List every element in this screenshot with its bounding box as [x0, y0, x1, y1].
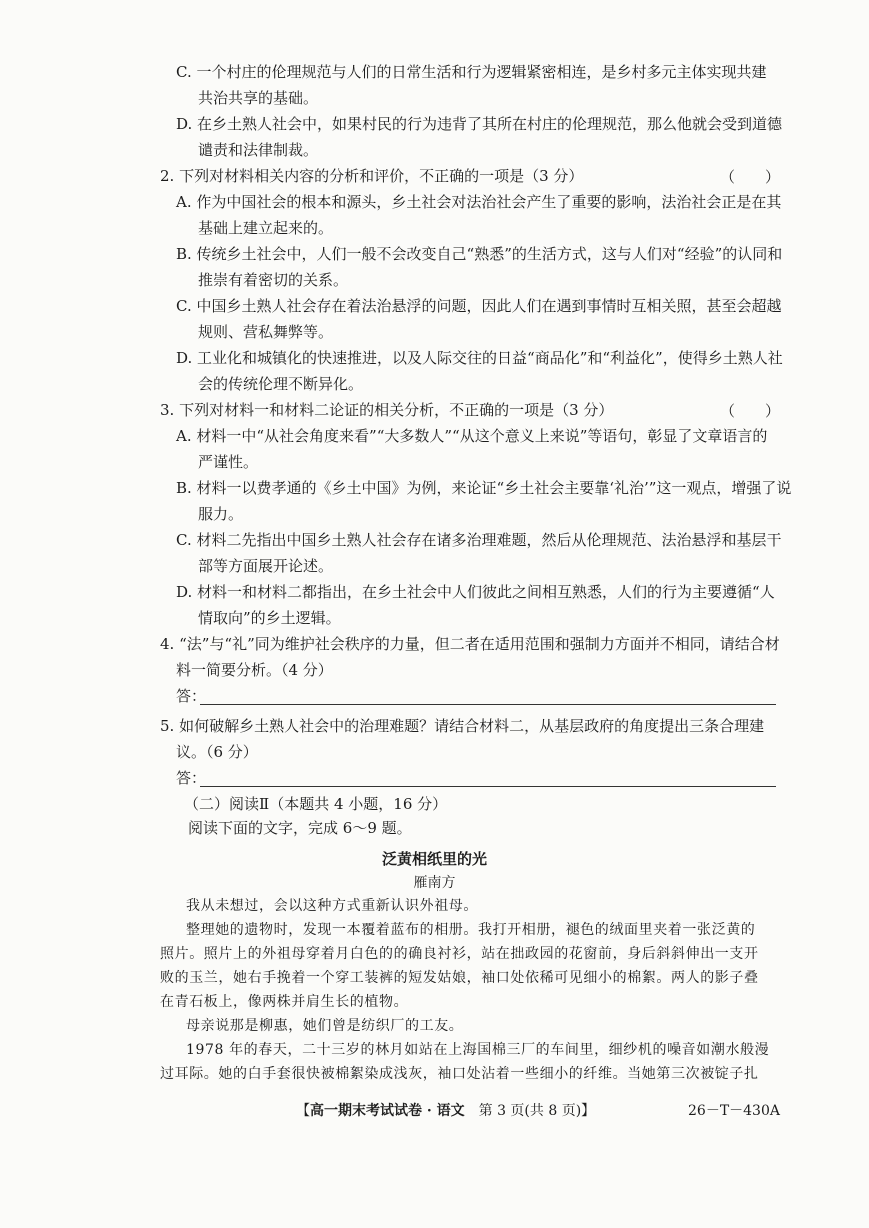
q2-answer-parens[interactable]: （ ） [720, 168, 781, 186]
q5-answer-line[interactable] [200, 786, 776, 787]
q3-option-b-line1: B. 材料一以费孝通的《乡土中国》为例，来论证“乡土社会主要靠‘礼治’”这一观点，增强了说 [176, 479, 792, 497]
q2-option-d-line2: 会的传统伦理不断异化。 [198, 375, 364, 393]
article-paragraph-2-line2: 照片。照片上的外祖母穿着月白色的的确良衬衫，站在拙政园的花窗前，身后斜斜伸出一支开 [160, 946, 759, 962]
q4-answer-line[interactable] [200, 704, 776, 705]
question-2: 2. 下列对材料相关内容的分析和评价，不正确的一项是（3 分） [160, 167, 584, 185]
q1-option-d-line2: 谴责和法律制裁。 [198, 141, 319, 159]
q3-answer-parens[interactable]: （ ） [720, 402, 781, 420]
article-author: 雁南方 [413, 875, 456, 891]
page-footer [296, 1100, 595, 1120]
q2-option-b-line2: 推崇有着密切的关系。 [198, 271, 349, 289]
question-5-line2: 议。（6 分） [176, 743, 258, 761]
reading-instruction: 阅读下面的文字，完成 6～9 题。 [188, 819, 412, 837]
q1-option-c-line2: 共治共享的基础。 [198, 89, 319, 107]
footer-bracket-left: 【 [296, 1103, 310, 1119]
question-5-line1: 5. 如何破解乡土熟人社会中的治理难题？请结合材料二，从基层政府的角度提出三条合理建 [160, 717, 765, 735]
article-paragraph-1: 我从未想过，会以这种方式重新认识外祖母。 [186, 898, 478, 914]
q3-option-d-line2: 情取向”的乡土逻辑。 [198, 609, 341, 627]
q1-option-c-line1: C. 一个村庄的伦理规范与人们的日常生活和行为逻辑紧密相连，是乡村多元主体实现共建 [176, 63, 767, 81]
footer-course: 高一期末考试试卷 [310, 1103, 422, 1119]
q5-answer-label: 答： [176, 769, 207, 787]
q3-option-c-line2: 部等方面展开论述。 [198, 557, 334, 575]
article-paragraph-2-line1: 整理她的遗物时，发现一本覆着蓝布的相册。我打开相册，褪色的绒面里夹着一张泛黄的 [186, 922, 756, 938]
q3-option-a-line2: 严谨性。 [198, 453, 259, 471]
section-heading: （二）阅读Ⅱ（本题共 4 小题，16 分） [184, 795, 448, 813]
q3-option-b-line2: 服力。 [198, 505, 244, 523]
footer-dot: · [422, 1103, 437, 1119]
q3-option-a-line1: A. 材料一中“从社会角度来看”“大多数人”“从这个意义上来说”等语句，彰显了文章语言的 [176, 427, 768, 445]
question-3: 3. 下列对材料一和材料二论证的相关分析，不正确的一项是（3 分） [160, 401, 614, 419]
q3-option-d-line1: D. 材料一和材料二都指出，在乡土社会中人们彼此之间相互熟悉，人们的行为主要遵循“人 [176, 583, 775, 601]
footer-exam-code: 26－T－430A [688, 1103, 780, 1119]
question-4-line2: 料一简要分析。（4 分） [176, 661, 333, 679]
q2-option-d-line1: D. 工业化和城镇化的快速推进，以及人际交往的日益“商品化”和“利益化”，使得乡土熟人社 [176, 349, 783, 367]
q2-option-c-line2: 规则、营私舞弊等。 [198, 323, 334, 341]
q4-answer-label: 答： [176, 687, 207, 705]
q2-option-c-line1: C. 中国乡土熟人社会存在着法治悬浮的问题，因此人们在遇到事情时互相关照，甚至会超越 [176, 297, 782, 315]
q2-option-b-line1: B. 传统乡土社会中，人们一般不会改变自己“熟悉”的生活方式，这与人们对“经验”的认同和 [176, 245, 783, 263]
article-title: 泛黄相纸里的光 [381, 850, 487, 868]
article-paragraph-4-line2: 过耳际。她的白手套很快被棉絮染成浅灰，袖口处沾着一些细小的纤维。当她第三次被锭子扎 [160, 1066, 759, 1082]
article-paragraph-4-line1: 1978 年的春天，二十三岁的林月如站在上海国棉三厂的车间里，细纱机的噪音如潮水般漫 [186, 1042, 770, 1058]
footer-subject: 语文 [436, 1103, 465, 1119]
footer-bracket-right: 】 [581, 1103, 596, 1119]
question-4-line1: 4. “法”与“礼”同为维护社会秩序的力量，但二者在适用范围和强制力方面并不相同，请结合材 [160, 635, 780, 653]
q2-option-a-line2: 基础上建立起来的。 [198, 219, 334, 237]
footer-page-number: 第 3 页(共 8 页) [464, 1103, 582, 1119]
article-paragraph-2-line3: 败的玉兰，她右手挽着一个穿工装裤的短发姑娘，袖口处依稀可见细小的棉絮。两人的影子叠 [160, 970, 759, 986]
q2-option-a-line1: A. 作为中国社会的根本和源头，乡土社会对法治社会产生了重要的影响，法治社会正是在其 [176, 193, 782, 211]
article-paragraph-2-line4: 在青石板上，像两株并肩生长的植物。 [160, 994, 409, 1010]
q1-option-d-line1: D. 在乡土熟人社会中，如果村民的行为违背了其所在村庄的伦理规范，那么他就会受到道德 [176, 115, 783, 133]
q3-option-c-line1: C. 材料二先指出中国乡土熟人社会存在诸多治理难题，然后从伦理规范、法治悬浮和基层干 [176, 531, 782, 549]
article-paragraph-3: 母亲说那是柳惠，她们曾是纺织厂的工友。 [186, 1018, 464, 1034]
